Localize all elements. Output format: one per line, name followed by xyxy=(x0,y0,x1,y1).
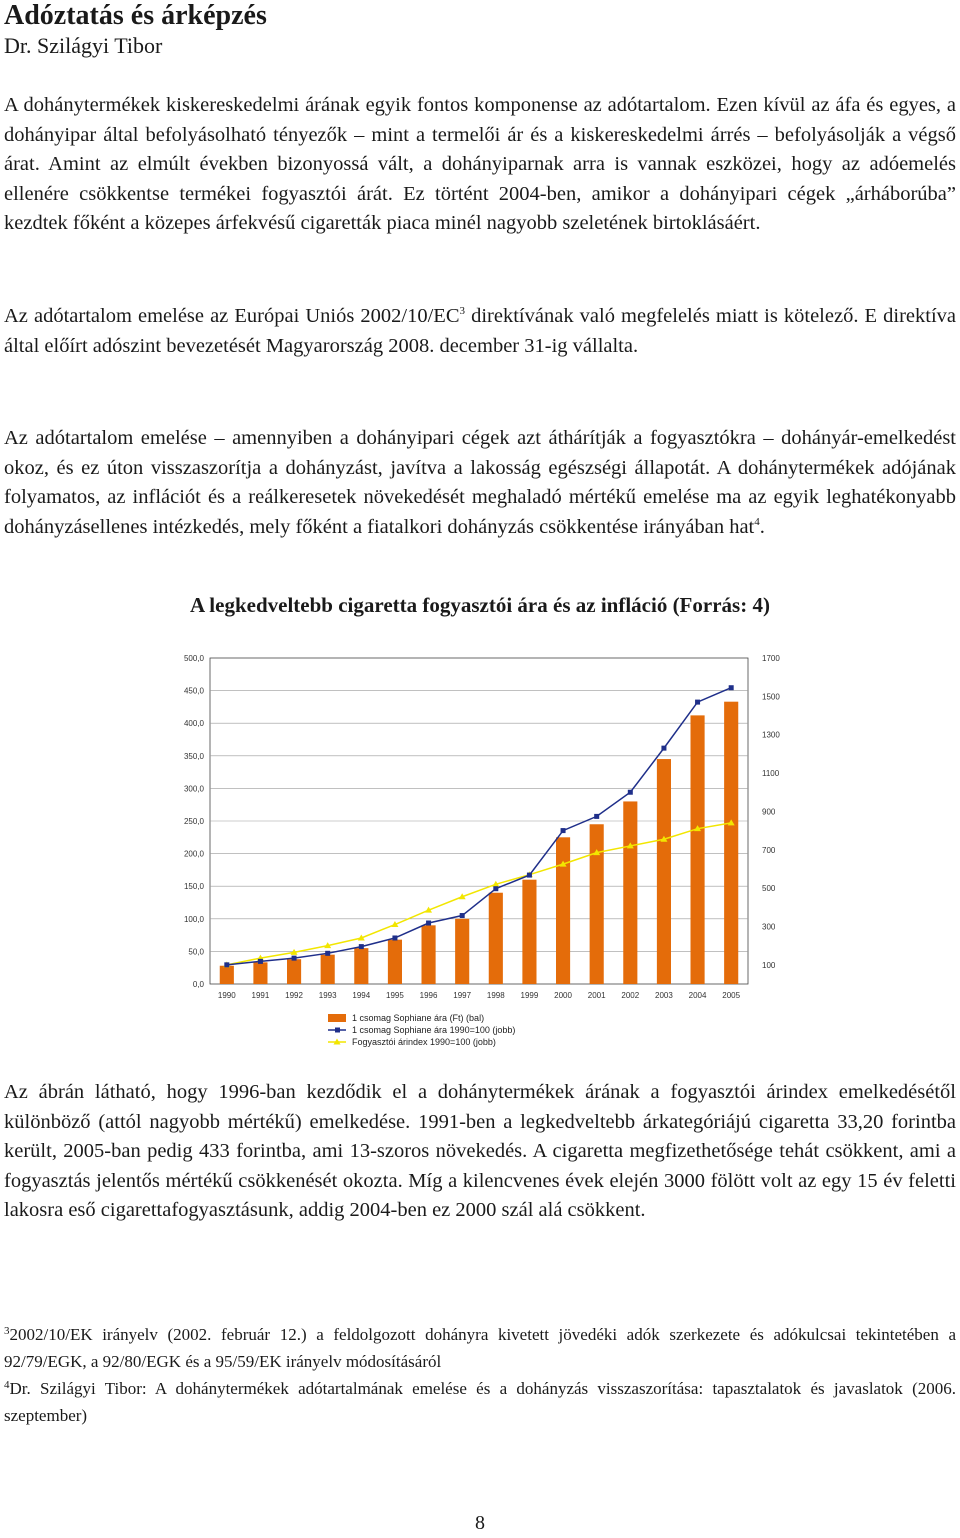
price-index-marker xyxy=(661,746,666,751)
price-index-marker xyxy=(729,685,734,690)
bar xyxy=(253,962,267,984)
y-right-tick-label: 1100 xyxy=(762,769,780,779)
bar xyxy=(354,948,368,984)
y-right-tick-label: 300 xyxy=(762,922,776,932)
price-index-marker xyxy=(292,956,297,961)
price-index-marker xyxy=(392,935,397,940)
legend-marker xyxy=(335,1028,340,1033)
x-tick-label: 1992 xyxy=(285,991,303,1000)
price-index-marker xyxy=(359,944,364,949)
x-tick-label: 1998 xyxy=(486,991,505,1000)
y-right-tick-label: 1500 xyxy=(762,692,780,702)
legend-label: 1 csomag Sophiane ára 1990=100 (jobb) xyxy=(352,1025,516,1035)
price-index-marker xyxy=(527,873,532,878)
paragraph-2-text-a: Az adótartalom emelése az Európai Uniós 2002/10/EC xyxy=(4,305,460,327)
x-tick-label: 1994 xyxy=(352,991,371,1000)
price-index-marker xyxy=(258,959,263,964)
y-right-tick-label: 1300 xyxy=(762,730,780,740)
bar xyxy=(321,955,335,984)
price-index-marker xyxy=(493,886,498,891)
x-tick-label: 1999 xyxy=(520,991,539,1000)
y-left-tick-label: 350,0 xyxy=(183,751,204,761)
x-tick-label: 2000 xyxy=(554,991,572,1000)
footnote-3-text: 2002/10/EK irányelv (2002. február 12.) a feldolgozott dohányra kivetett jövedéki adók szerkezete és adókulcsai tekintetében a 92/79/EGK, a 92/80/EGK és a 95/59/EK irányelv módosításáról xyxy=(4,1325,956,1371)
bar xyxy=(522,880,536,984)
y-left-tick-label: 200,0 xyxy=(183,849,204,859)
price-index-marker xyxy=(460,913,465,918)
y-left-tick-label: 150,0 xyxy=(183,882,204,892)
page-number: 8 xyxy=(475,1512,485,1534)
footnote-ref-3: 3 xyxy=(459,305,466,318)
x-tick-label: 1990 xyxy=(217,991,236,1000)
x-tick-label: 1997 xyxy=(453,991,472,1000)
x-tick-label: 1993 xyxy=(318,991,337,1000)
chart xyxy=(150,640,810,1070)
price-index-marker xyxy=(561,828,566,833)
footnote-3 xyxy=(4,1318,956,1375)
paragraph-1: A dohánytermékek kiskereskedelmi árának egyik fontos komponense az adótartalom. Ezen kívül az áfa és egyes, a dohányipar által befolyásolható tényezők – mint a termelői ár és a kiskereskedelmi árrés – befolyásolják a végső árat. Amint az elmúlt években bizonyossá vált, a dohányiparnak arra is vannak eszközei, hogy az adóemelés ellenére csökkentse termékei fogyasztói árát. Ez történt 2004-ben, amikor a dohányipari cégek „árháborúba” kezdtek főként a közepes árfekvésű cigaretták piaca minél nagyobb szeletének birtoklásáért. xyxy=(4,94,956,234)
y-left-tick-label: 500,0 xyxy=(183,654,204,663)
x-tick-label: 2001 xyxy=(587,991,606,1000)
y-left-tick-label: 450,0 xyxy=(183,686,204,696)
footnote-4-text: Dr. Szilágyi Tibor: A dohánytermékek adótartalmának emelése és a dohányzás visszaszorítása: tapasztalatok és javaslatok (2006. szeptember) xyxy=(4,1379,956,1425)
footnote-4 xyxy=(4,1372,956,1429)
footnote-4-mark: 4 xyxy=(4,1379,10,1391)
price-index-marker xyxy=(594,814,599,819)
page-title: Adóztatás és árképzés xyxy=(4,0,267,31)
bar xyxy=(489,893,503,984)
x-tick-label: 2002 xyxy=(621,991,640,1000)
bar xyxy=(623,801,637,984)
x-tick-label: 1996 xyxy=(419,991,438,1000)
footnote-3-mark: 3 xyxy=(4,1325,10,1337)
bar xyxy=(556,837,570,984)
author: Dr. Szilágyi Tibor xyxy=(4,33,163,58)
price-index-marker xyxy=(325,951,330,956)
y-left-tick-label: 0,0 xyxy=(192,980,204,989)
x-tick-label: 2004 xyxy=(688,991,707,1000)
bar xyxy=(422,925,436,984)
bar xyxy=(287,959,301,984)
bar xyxy=(657,759,671,984)
y-right-tick-label: 900 xyxy=(762,807,776,817)
y-left-tick-label: 300,0 xyxy=(183,784,204,794)
legend-label: 1 csomag Sophiane ára (Ft) (bal) xyxy=(352,1013,485,1023)
bar xyxy=(724,702,738,984)
x-tick-label: 1995 xyxy=(386,991,404,1000)
chart-svg xyxy=(150,640,810,1070)
price-index-marker xyxy=(628,790,633,795)
chart-title: A legkedveltebb cigaretta fogyasztói ára és az infláció (Forrás: 4) xyxy=(190,593,770,617)
x-tick-label: 2005 xyxy=(722,991,741,1000)
y-left-tick-label: 400,0 xyxy=(183,719,204,729)
price-index-marker xyxy=(224,962,229,967)
y-right-tick-label: 500 xyxy=(762,884,776,894)
paragraph-3 xyxy=(4,424,956,542)
price-index-marker xyxy=(426,921,431,926)
y-left-tick-label: 250,0 xyxy=(183,817,204,826)
y-right-tick-label: 700 xyxy=(762,845,776,855)
bar xyxy=(590,824,604,984)
legend-label: Fogyasztói árindex 1990=100 (jobb) xyxy=(352,1037,496,1047)
y-right-tick-label: 100 xyxy=(762,960,776,970)
paragraph-3-text: Az adótartalom emelése – amennyiben a dohányipari cégek azt áthárítják a fogyasztókra – dohányár-emelkedést okoz, és ez úton visszaszorítja a dohányzást, javítva a lakosság egészségi állapotát. A dohánytermékek adójának folyamatos, az inflációt és a reálkeresetek növekedését meghaladó mértékű emelése ma az egyik leghatékonyabb dohányzásellenes intézkedés, mely főként a fiatalkori dohányzás csökkentése irányában hat xyxy=(4,427,956,538)
paragraph-2-text-b: direktívának való megfelelés miatt is kötelező. E direktíva által előírt adószint bevezetését Magyarország 2008. december 31-ig vállalta. xyxy=(4,305,957,357)
x-tick-label: 2003 xyxy=(655,991,673,1000)
bar xyxy=(388,940,402,984)
legend-swatch-bar xyxy=(328,1014,346,1022)
paragraph-3-end: . xyxy=(759,515,765,538)
y-left-tick-label: 50,0 xyxy=(188,947,204,957)
paragraph-4: Az ábrán látható, hogy 1996-ban kezdődik el a dohánytermékek árának a fogyasztói árindex emelkedésétől különböző (attól nagyobb mértékű) emelkedése. 1991-ben a legkedveltebb árkategóriájú cigaretta 33,20 forintba került, 2005-ban pedig 433 forintba, ami 13-szoros növekedés. A cigaretta megfizethetősége tehát csökkent, ami a fogyasztás jelentős mértékű csökkenését okozta. Míg a kilencvenes évek elején 3000 fölött volt az egy 15 év feletti lakosra eső cigarettafogyasztásunk, addig 2004-ben ez 2000 szál alá csökkent. xyxy=(4,1081,956,1221)
y-left-tick-label: 100,0 xyxy=(183,914,204,924)
paragraph-2 xyxy=(4,302,956,361)
y-right-tick-label: 1700 xyxy=(762,654,780,663)
footnote-ref-4: 4 xyxy=(754,515,760,528)
bar xyxy=(220,966,234,984)
bar xyxy=(455,919,469,984)
x-tick-label: 1991 xyxy=(251,991,270,1000)
price-index-marker xyxy=(695,700,700,705)
bar xyxy=(691,715,705,984)
